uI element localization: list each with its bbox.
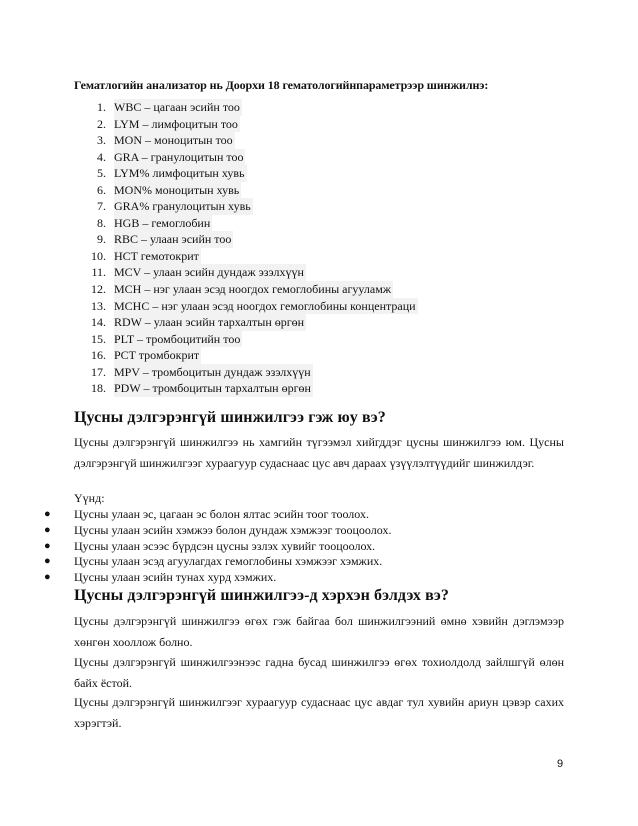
parameter-text: WBC – цагаан эсийн тоо [114, 100, 240, 114]
parameter-item [74, 198, 418, 215]
parameter-number: 18. [91, 381, 106, 396]
parameter-number: 8. [97, 215, 106, 230]
parameter-text: MCV – улаан эсийн дундаж эзэлхүүн [114, 265, 304, 280]
bullet-text: Цусны улаан эсийн тунах хурд хэмжих. [74, 570, 277, 585]
parameter-item [74, 182, 418, 199]
parameter-number: 11. [91, 265, 106, 280]
parameter-number: 2. [97, 116, 106, 131]
parameter-text: RBC – улаан эсийн тоо [114, 232, 232, 247]
parameter-item [74, 99, 418, 116]
parameter-number: 17. [91, 364, 106, 379]
parameter-number: 13. [91, 298, 106, 313]
bullet-list [44, 507, 391, 586]
bullet-dot-icon: ● [44, 539, 51, 552]
parameter-item [74, 281, 418, 298]
section-2-title: Цусны дэлгэрэнгүй шинжилгээ-д хэрхэн бэлдэх вэ? [74, 587, 449, 604]
bullet-item [44, 539, 391, 555]
parameter-number: 1. [97, 100, 106, 114]
bullet-item [44, 507, 391, 523]
parameter-number: 12. [91, 282, 106, 297]
parameter-item [74, 264, 418, 281]
parameter-number: 10. [91, 248, 106, 263]
section-2-paragraph-3: Цусны дэлгэрэнгүй шинжилгээг хураагуур судаснаас цус авдаг тул хувийн ариун цэвэр сахих хэрэгтэй. [74, 695, 564, 730]
bullet-item [44, 554, 391, 570]
parameter-text: HCT гемотокрит [114, 248, 199, 263]
bullet-text: Цусны улаан эсээс бүрдсэн цусны эзлэх хувийг тооцоолох. [74, 538, 376, 553]
parameter-number: 7. [97, 199, 106, 214]
parameter-text: MON% моноцитын хувь [114, 182, 240, 197]
parameter-text: HGB – гемоглобин [114, 215, 211, 230]
parameter-number: 14. [91, 315, 106, 330]
parameter-item [74, 331, 418, 348]
parameter-item [74, 231, 418, 248]
bullet-item [44, 570, 391, 586]
parameter-item [74, 149, 418, 166]
parameter-text: MPV – тромбоцитын дундаж эзэлхүүн [114, 364, 311, 379]
parameter-text: RDW – улаан эсийн тархалтын өргөн [114, 315, 305, 330]
parameter-text: GRA – гранулоцитын тоо [114, 149, 244, 164]
bullet-dot-icon: ● [44, 571, 51, 584]
bullet-dot-icon: ● [44, 508, 51, 520]
parameter-text: MCH – нэг улаан эсэд ноогдох гемоглобины агууламж [114, 282, 392, 297]
parameter-item [74, 248, 418, 265]
parameter-number: 3. [97, 133, 106, 148]
parameter-text: LYM – лимфоцитын тоо [114, 116, 238, 131]
section-2-paragraph-1: Цусны дэлгэрэнгүй шинжилгээ өгөх гэж байгаа бол шинжилгээний өмнө хэвийн дэглэмээр хөнгөн хооллож болно. [74, 614, 564, 649]
parameter-number: 9. [97, 232, 106, 247]
parameter-text: MCHC – нэг улаан эсэд ноогдох гемоглобины концентраци [114, 298, 416, 313]
section-1-title: Цусны дэлгэрэнгүй шинжилгээ гэж юу вэ? [74, 409, 386, 426]
parameter-text: PCT тромбокрит [114, 348, 200, 363]
section-1-paragraph: Цусны дэлгэрэнгүй шинжилгээ нь хамгийн түгээмэл хийгддэг цусны шинжилгээ юм. Цусны дэлгэрэнгүй шинжилгээг хураагуур судаснаас цус авч дараах үзүүлэлтүүдийг шинжилдэг. [74, 435, 564, 470]
parameter-item [74, 364, 418, 381]
section-2-paragraph-2: Цусны дэлгэрэнгүй шинжилгээнээс гадна бусад шинжилгээ өгөх тохиолдолд зайлшгүй өлөн байх ёстой. [74, 655, 564, 690]
parameter-number: 5. [97, 166, 106, 181]
parameter-item [74, 298, 418, 315]
parameter-item [74, 215, 418, 232]
parameter-number: 15. [91, 331, 106, 346]
parameter-number: 6. [97, 182, 106, 197]
bullet-dot-icon: ● [44, 555, 51, 568]
list-label: Үүнд: [74, 491, 105, 505]
parameter-item [74, 116, 418, 133]
parameter-item [74, 165, 418, 182]
bullet-text: Цусны улаан эсэд агуулагдах гемоглобины хэмжээг хэмжих. [74, 554, 383, 569]
parameter-list [74, 99, 418, 397]
parameter-number: 4. [97, 149, 106, 164]
parameter-text: MON – моноцитын тоо [114, 133, 233, 148]
parameter-number: 16. [91, 348, 106, 363]
parameter-item [74, 314, 418, 331]
parameter-item [74, 380, 418, 397]
page-number: 9 [557, 758, 564, 770]
parameter-text: LYM% лимфоцитын хувь [114, 166, 245, 181]
parameter-item [74, 132, 418, 149]
parameter-text: PDW – тромбоцитын тархалтын өргөн [114, 381, 311, 396]
bullet-text: Цусны улаан эсийн хэмжээ болон дундаж хэмжээг тооцоолох. [74, 522, 392, 537]
bullet-dot-icon: ● [44, 523, 51, 536]
bullet-text: Цусны улаан эс, цагаан эс болон ялтас эсийн тоог тоолох. [74, 507, 369, 521]
parameter-text: PLT – тромбоцитийн тоо [114, 331, 241, 346]
bullet-item [44, 523, 391, 539]
parameter-text: GRA% гранулоцитын хувь [114, 199, 251, 214]
intro-heading: Гематлогийн анализатор нь Доорхи 18 гематологийнпараметрээр шинжилнэ: [74, 78, 489, 92]
parameter-item [74, 347, 418, 364]
